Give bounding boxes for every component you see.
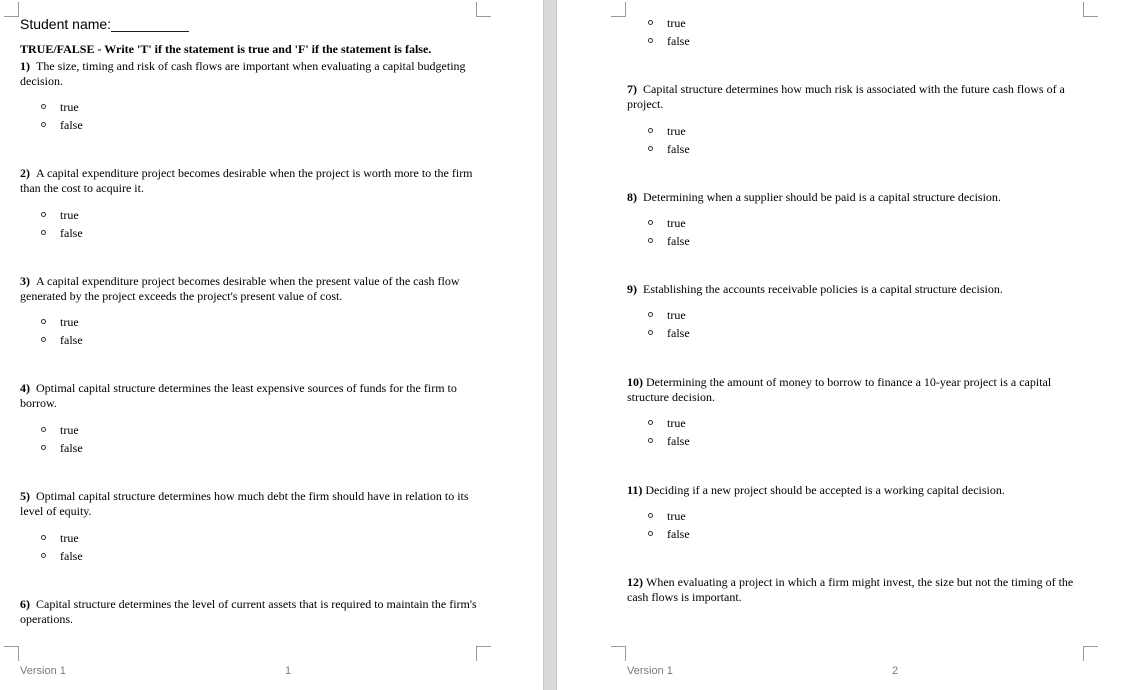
question-text: Deciding if a new project should be accepted is a working capital decision.: [645, 483, 1005, 497]
option-label: false: [60, 226, 83, 240]
instructions: TRUE/FALSE - Write 'T' if the statement is true and 'F' if the statement is false.: [20, 42, 432, 56]
question-10: [627, 375, 1067, 405]
question-3: [20, 274, 475, 304]
question-number: 7): [627, 82, 637, 96]
question-text: A capital expenditure project becomes desirable when the project is worth more to the firm than the cost to acquire it.: [20, 166, 473, 195]
question-number: 11): [627, 483, 643, 497]
question-text: The size, timing and risk of cash flows are important when evaluating a capital budgeting decision.: [20, 59, 466, 88]
radio-button[interactable]: [648, 513, 653, 518]
radio-button[interactable]: [41, 445, 46, 450]
page-separator: [543, 0, 557, 690]
radio-button[interactable]: [41, 104, 46, 109]
crop-mark: [1083, 646, 1098, 661]
question-number: 8): [627, 190, 637, 204]
question-7: [627, 82, 1077, 112]
radio-button[interactable]: [648, 146, 653, 151]
student-name-label: Student name:: [20, 16, 112, 32]
document-page-1: [0, 0, 543, 690]
radio-button[interactable]: [648, 238, 653, 243]
option-label: false: [667, 434, 690, 448]
question-6: [20, 597, 480, 627]
option-label: true: [667, 509, 686, 523]
question-4: [20, 381, 465, 411]
radio-button[interactable]: [648, 531, 653, 536]
question-text: Capital structure determines how much risk is associated with the future cash flows of a project.: [627, 82, 1065, 111]
question-text: Determining the amount of money to borrow to finance a 10-year project is a capital structure decision.: [627, 375, 1052, 404]
question-text: A capital expenditure project becomes desirable when the present value of the cash flow generated by the project exceeds the project's present value of cost.: [20, 274, 460, 303]
option-label: true: [60, 208, 79, 222]
option-label: false: [60, 333, 83, 347]
option-label: true: [667, 216, 686, 230]
option-label: false: [60, 549, 83, 563]
option-label: false: [60, 118, 83, 132]
question-number: 3): [20, 274, 30, 288]
radio-button[interactable]: [648, 438, 653, 443]
question-number: 12): [627, 575, 643, 589]
student-name-blank[interactable]: __________: [111, 16, 189, 32]
question-11: [627, 483, 1087, 498]
question-5: [20, 489, 475, 519]
option-label: true: [60, 531, 79, 545]
radio-button[interactable]: [41, 337, 46, 342]
document-page-2: [557, 0, 1125, 690]
radio-button[interactable]: [41, 553, 46, 558]
question-number: 2): [20, 166, 30, 180]
option-label: true: [60, 315, 79, 329]
question-text: When evaluating a project in which a firm might invest, the size but not the timing of the cash flows is important.: [627, 575, 1074, 604]
footer-page-number: 1: [285, 665, 292, 677]
option-label: false: [667, 34, 690, 48]
radio-button[interactable]: [41, 212, 46, 217]
question-number: 10): [627, 375, 643, 389]
radio-button[interactable]: [648, 330, 653, 335]
question-number: 4): [20, 381, 30, 395]
question-8: [627, 190, 1087, 205]
footer-version: Version 1: [627, 665, 673, 677]
radio-button[interactable]: [648, 20, 653, 25]
option-label: false: [60, 441, 83, 455]
option-label: true: [667, 416, 686, 430]
question-12: [627, 575, 1097, 605]
question-text: Optimal capital structure determines the least expensive sources of funds for the firm to borrow.: [20, 381, 457, 410]
radio-button[interactable]: [41, 535, 46, 540]
question-2: [20, 166, 475, 196]
question-9: [627, 282, 1087, 297]
crop-mark: [476, 2, 491, 17]
option-label: false: [667, 326, 690, 340]
radio-button[interactable]: [41, 122, 46, 127]
question-1: [20, 59, 480, 89]
crop-mark: [476, 646, 491, 661]
radio-button[interactable]: [648, 420, 653, 425]
option-label: true: [60, 100, 79, 114]
crop-mark: [4, 2, 19, 17]
question-text: Establishing the accounts receivable policies is a capital structure decision.: [643, 282, 1003, 296]
radio-button[interactable]: [648, 38, 653, 43]
question-text: Optimal capital structure determines how much debt the firm should have in relation to its level of equity.: [20, 489, 469, 518]
crop-mark: [611, 646, 626, 661]
option-label: false: [667, 234, 690, 248]
crop-mark: [611, 2, 626, 17]
question-text: Capital structure determines the level of current assets that is required to maintain the firm's operations.: [20, 597, 477, 626]
footer-version: Version 1: [20, 665, 66, 677]
question-number: 5): [20, 489, 30, 503]
question-text: Determining when a supplier should be paid is a capital structure decision.: [643, 190, 1001, 204]
radio-button[interactable]: [41, 427, 46, 432]
option-label: true: [667, 308, 686, 322]
option-label: false: [667, 142, 690, 156]
option-label: true: [667, 16, 686, 30]
student-name-line: [20, 15, 189, 33]
option-label: true: [667, 124, 686, 138]
footer-page-number: 2: [892, 665, 899, 677]
question-number: 9): [627, 282, 637, 296]
question-number: 1): [20, 59, 30, 73]
crop-mark: [4, 646, 19, 661]
option-label: false: [667, 527, 690, 541]
radio-button[interactable]: [41, 319, 46, 324]
radio-button[interactable]: [648, 128, 653, 133]
question-number: 6): [20, 597, 30, 611]
radio-button[interactable]: [41, 230, 46, 235]
radio-button[interactable]: [648, 312, 653, 317]
radio-button[interactable]: [648, 220, 653, 225]
crop-mark: [1083, 2, 1098, 17]
option-label: true: [60, 423, 79, 437]
